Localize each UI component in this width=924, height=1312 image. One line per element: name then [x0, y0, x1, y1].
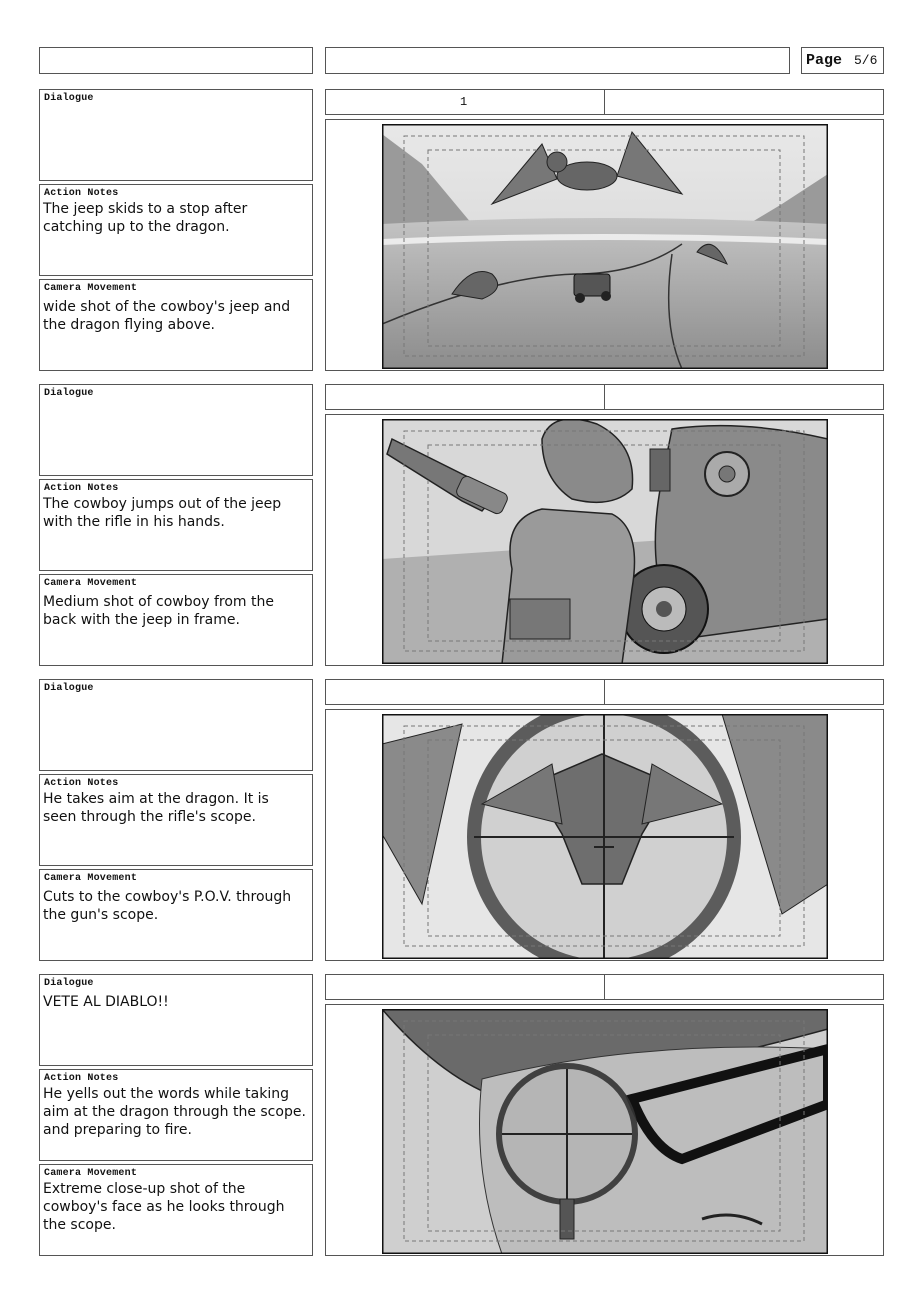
panel-image-cowboy-back: [382, 419, 828, 664]
camera-movement-label: Camera Movement: [44, 283, 138, 294]
camera-movement-text: Medium shot of cowboy from the back with the jeep in frame.: [43, 594, 274, 628]
shot-number-bar[interactable]: [325, 679, 884, 705]
dialogue-box[interactable]: [39, 679, 313, 771]
dialogue-box[interactable]: [39, 384, 313, 476]
panel-box[interactable]: [325, 414, 884, 666]
camera-movement-text: Extreme close-up shot of the cowboy's face as he looks through the scope.: [43, 1181, 285, 1233]
shot-number-bar[interactable]: [325, 384, 884, 410]
action-notes-text: The cowboy jumps out of the jeep with the rifle in his hands.: [43, 496, 282, 530]
shot-bar-divider: [604, 385, 605, 409]
shot-number-bar[interactable]: [325, 974, 884, 1000]
action-notes-text: The jeep skids to a stop after catching up to the dragon.: [43, 201, 248, 235]
dialogue-label: Dialogue: [44, 93, 94, 104]
dialogue-box[interactable]: [39, 89, 313, 181]
action-notes-text: He takes aim at the dragon. It is seen through the rifle's scope.: [43, 791, 269, 825]
panel-image-face-closeup: [382, 1009, 828, 1254]
shot-bar-divider: [604, 680, 605, 704]
page-number: 5/6: [854, 53, 878, 68]
camera-movement-label: Camera Movement: [44, 578, 138, 589]
page-indicator: [801, 47, 884, 74]
action-notes-label: Action Notes: [44, 188, 119, 199]
action-notes-box[interactable]: [39, 774, 313, 866]
shot-number: 1: [460, 95, 468, 109]
panel-box[interactable]: [325, 119, 884, 371]
panel-image-jeep-dragon: [382, 124, 828, 369]
header-field-middle[interactable]: [325, 47, 790, 74]
action-notes-box[interactable]: [39, 479, 313, 571]
action-notes-text: He yells out the words while taking aim at the dragon through the scope. and preparing to fire.: [43, 1086, 306, 1138]
camera-movement-label: Camera Movement: [44, 1168, 138, 1179]
action-notes-label: Action Notes: [44, 778, 119, 789]
header-field-left[interactable]: [39, 47, 313, 74]
panel-image-scope-dragon: [382, 714, 828, 959]
panel-box[interactable]: [325, 1004, 884, 1256]
panel-box[interactable]: [325, 709, 884, 961]
camera-movement-box[interactable]: [39, 1164, 313, 1256]
shot-bar-divider: [604, 90, 605, 114]
dialogue-text: VETE AL DIABLO!!: [43, 994, 169, 1010]
camera-movement-text: wide shot of the cowboy's jeep and the dragon flying above.: [43, 299, 291, 333]
dialogue-box[interactable]: [39, 974, 313, 1066]
page-label: Page: [806, 52, 843, 69]
camera-movement-text: Cuts to the cowboy's P.O.V. through the gun's scope.: [43, 889, 292, 923]
action-notes-box[interactable]: [39, 184, 313, 276]
action-notes-label: Action Notes: [44, 483, 119, 494]
dialogue-label: Dialogue: [44, 683, 94, 694]
dialogue-label: Dialogue: [44, 978, 94, 989]
camera-movement-label: Camera Movement: [44, 873, 138, 884]
dialogue-label: Dialogue: [44, 388, 94, 399]
shot-number-bar[interactable]: [325, 89, 884, 115]
camera-movement-box[interactable]: [39, 869, 313, 961]
action-notes-label: Action Notes: [44, 1073, 119, 1084]
shot-bar-divider: [604, 975, 605, 999]
camera-movement-box[interactable]: [39, 574, 313, 666]
camera-movement-box[interactable]: [39, 279, 313, 371]
action-notes-box[interactable]: [39, 1069, 313, 1161]
